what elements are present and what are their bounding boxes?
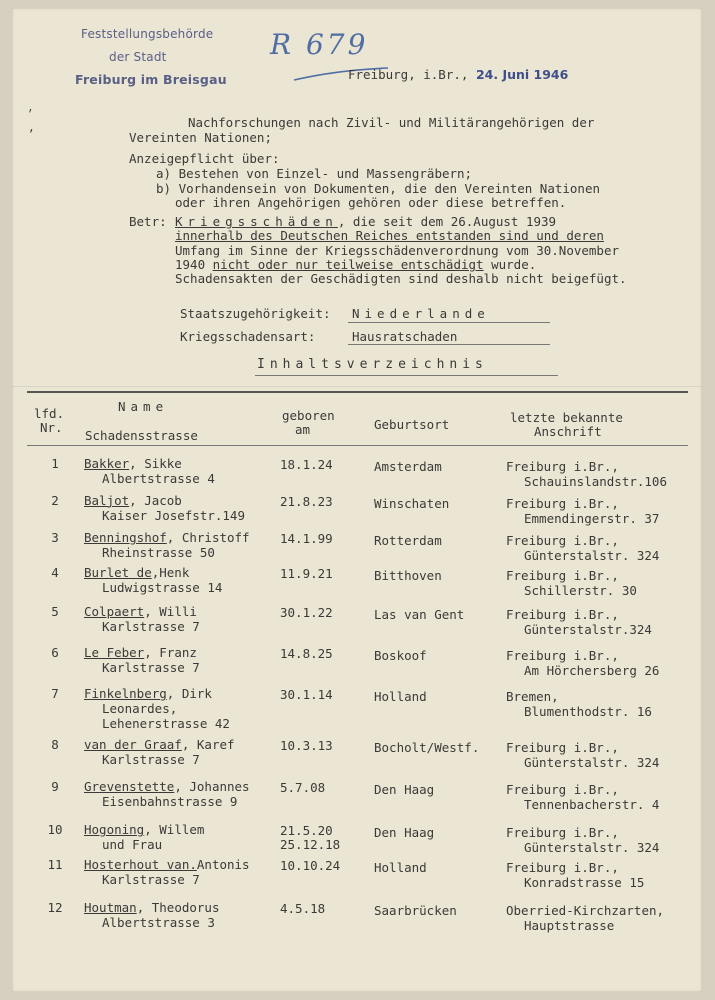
row-street: Karlstrasse 7 — [102, 752, 200, 767]
row-street: Leonardes, — [102, 701, 178, 716]
row-birthplace: Den Haag — [374, 782, 435, 797]
row-number: 3 — [51, 530, 59, 545]
table-header-rule — [27, 445, 688, 446]
row-birth-date: 14.1.99 — [280, 531, 333, 546]
damage-type-value: Hausratschaden — [352, 329, 458, 344]
nationality-underline — [348, 322, 550, 323]
row-address-2: Blumenthodstr. 16 — [524, 704, 652, 719]
margin-mark: ׳ — [27, 108, 34, 121]
margin-mark-2: ׳ — [28, 128, 35, 141]
header-name-1: Name — [118, 399, 169, 414]
row-birth-date: 21.8.23 — [280, 494, 333, 509]
row-address-1: Freiburg i.Br., — [506, 648, 619, 663]
header-address-2: Anschrift — [534, 424, 602, 439]
betr-keyword: Kriegsschäden — [175, 214, 338, 229]
place: Freiburg, i.Br., — [348, 67, 469, 82]
row-surname: Hosterhout van. — [84, 857, 197, 872]
row-address-2: Konradstrasse 15 — [524, 875, 645, 890]
row-address-2: Tennenbacherstr. 4 — [524, 797, 660, 812]
row-address-1: Freiburg i.Br., — [506, 860, 619, 875]
row-birthplace: Den Haag — [374, 825, 435, 840]
row-street: Karlstrasse 7 — [102, 872, 200, 887]
header-address-1: letzte bekannte — [510, 410, 623, 425]
row-birthplace: Las van Gent — [374, 607, 465, 622]
header-name-2: Schadensstrasse — [85, 428, 198, 443]
header-place: Geburtsort — [374, 417, 450, 432]
row-address-1: Oberried-Kirchzarten, — [506, 903, 665, 918]
row-address-1: Freiburg i.Br., — [506, 782, 619, 797]
row-name — [84, 645, 197, 660]
row-birth-date: 10.3.13 — [280, 738, 333, 753]
letterhead-line-1: Feststellungsbehörde — [81, 27, 214, 41]
row-birthplace: Rotterdam — [374, 533, 442, 548]
row-birthplace: Holland — [374, 689, 427, 704]
betr-line-4-end: wurde. — [491, 257, 537, 272]
row-name — [84, 456, 182, 471]
row-address-2: Günterstalstr. 324 — [524, 755, 660, 770]
row-address-1: Freiburg i.Br., — [506, 568, 619, 583]
header-nr-1: lfd. — [34, 406, 65, 421]
row-given-name: , Karef — [181, 737, 235, 752]
betr-line-3: Umfang im Sinne der Kriegsschädenverordnung vom 30.November — [175, 243, 620, 258]
row-number: 8 — [51, 737, 59, 752]
row-address-2: Günterstalstr.324 — [524, 622, 652, 637]
row-name — [84, 857, 250, 872]
row-birth-date: 10.10.24 — [280, 858, 341, 873]
betr-emphasis: nicht oder nur teilweise entschädigt — [212, 257, 484, 272]
intro-item-b1: b) Vorhandensein von Dokumenten, die den Vereinten Nationen — [156, 181, 601, 196]
row-given-name: ,Henk — [151, 565, 190, 580]
row-name — [84, 737, 235, 752]
row-number: 11 — [47, 857, 63, 872]
row-number: 7 — [51, 686, 59, 701]
row-given-name: , Dirk — [166, 686, 212, 701]
row-surname: Houtman — [84, 900, 137, 915]
header-born-1: geboren — [282, 408, 335, 423]
row-street: Karlstrasse 7 — [102, 619, 200, 634]
damage-type-label: Kriegsschadensart: — [180, 329, 316, 344]
row-address-1: Freiburg i.Br., — [506, 825, 619, 840]
row-address-1: Bremen, — [506, 689, 559, 704]
row-address-1: Freiburg i.Br., — [506, 459, 619, 474]
row-name — [84, 900, 219, 915]
betr-year: 1940 — [175, 257, 206, 272]
row-street: Kaiser Josefstr.149 — [102, 508, 245, 523]
row-birth-date: 30.1.22 — [280, 605, 333, 620]
row-street: Albertstrasse 4 — [102, 471, 215, 486]
table-top-rule — [27, 391, 688, 393]
row-given-name: , Sikke — [129, 456, 182, 471]
row-birth-date: 11.9.21 — [280, 566, 333, 581]
intro-item-a: a) Bestehen von Einzel- und Massengräbern; — [156, 166, 473, 181]
row-number: 4 — [51, 565, 59, 580]
row-surname: Grevenstette — [84, 779, 175, 794]
row-number: 9 — [51, 779, 59, 794]
row-number: 2 — [51, 493, 59, 508]
row-birthplace: Bocholt/Westf. — [374, 740, 480, 755]
row-address-2: Günterstalstr. 324 — [524, 548, 660, 563]
betr-line-4 — [175, 257, 536, 272]
row-birthplace: Bitthoven — [374, 568, 442, 583]
file-mark: R 679 — [270, 28, 369, 61]
place-date — [348, 67, 568, 82]
row-number: 1 — [51, 456, 59, 471]
betr-line-2: innerhalb des Deutschen Reiches entstanden sind und deren — [175, 228, 604, 243]
nationality-label: Staatszugehörigkeit: — [180, 306, 331, 321]
row-number: 12 — [47, 900, 63, 915]
row-surname: Hogoning — [84, 822, 145, 837]
row-street: Eisenbahnstrasse 9 — [102, 794, 238, 809]
row-given-name: Antonis — [196, 857, 250, 872]
row-birthplace: Holland — [374, 860, 427, 875]
row-address-2: Am Hörchersberg 26 — [524, 663, 660, 678]
row-birth-date: 14.8.25 — [280, 646, 333, 661]
nationality-value: Niederlande — [352, 306, 490, 321]
betr-line-1-text: , die seit dem 26.August 1939 — [337, 214, 557, 229]
intro-line-2: Vereinten Nationen; — [129, 130, 272, 145]
date-stamp: 24. Juni 1946 — [475, 67, 569, 82]
row-surname: Bakker — [84, 456, 130, 471]
row-surname: Colpaert — [84, 604, 145, 619]
row-number: 6 — [51, 645, 59, 660]
row-street: Karlstrasse 7 — [102, 660, 200, 675]
row-surname: Baljot — [84, 493, 130, 508]
row-address-2: Schillerstr. 30 — [524, 583, 637, 598]
row-name — [84, 493, 182, 508]
row-address-1: Freiburg i.Br., — [506, 496, 619, 511]
row-name — [84, 565, 189, 580]
row-birth-date: 18.1.24 — [280, 457, 333, 472]
damage-type-underline — [348, 344, 550, 345]
row-address-1: Freiburg i.Br., — [506, 740, 619, 755]
row-birth-date: 30.1.14 — [280, 687, 333, 702]
row-surname: Finkelnberg — [84, 686, 167, 701]
row-surname: Le Feber — [84, 645, 145, 660]
row-name — [84, 530, 250, 545]
row-birthplace: Amsterdam — [374, 459, 442, 474]
letterhead-line-2: der Stadt — [109, 50, 167, 64]
betr-line-5: Schadensakten der Geschädigten sind deshalb nicht beigefügt. — [175, 271, 627, 286]
row-given-name: , Theodorus — [136, 900, 220, 915]
row-birth-date: 21.5.20 — [280, 823, 333, 838]
row-birth-date: 5.7.08 — [280, 780, 326, 795]
row-name — [84, 686, 212, 701]
row-address-2: Emmendingerstr. 37 — [524, 511, 660, 526]
row-birth-date: 4.5.18 — [280, 901, 326, 916]
row-given-name: , Christoff — [166, 530, 250, 545]
row-surname: Burlet de — [84, 565, 152, 580]
document-page — [12, 8, 702, 992]
row-address-1: Freiburg i.Br., — [506, 533, 619, 548]
row-name — [84, 779, 250, 794]
row-birthplace: Winschaten — [374, 496, 450, 511]
row-name — [84, 822, 204, 837]
row-street: und Frau — [102, 837, 163, 852]
row-given-name: , Johannes — [174, 779, 250, 794]
letterhead-line-3: Freiburg im Breisgau — [75, 72, 227, 87]
intro-item-b2: oder ihren Angehörigen gehören oder diese betreffen. — [175, 195, 567, 210]
header-born-2: am — [295, 422, 311, 437]
row-address-2: Schauinslandstr.106 — [524, 474, 667, 489]
row-surname: Benningshof — [84, 530, 167, 545]
row-given-name: , Franz — [144, 645, 197, 660]
row-given-name: , Willi — [144, 604, 197, 619]
row-street: Ludwigstrasse 14 — [102, 580, 223, 595]
row-number: 10 — [47, 822, 63, 837]
row-number: 5 — [51, 604, 59, 619]
betr-label: Betr: — [129, 214, 167, 229]
row-surname: van der Graaf — [84, 737, 182, 752]
row-birthplace: Boskoof — [374, 648, 427, 663]
row-birthplace: Saarbrücken — [374, 903, 457, 918]
row-given-name: , Willem — [144, 822, 205, 837]
row-address-1: Freiburg i.Br., — [506, 607, 619, 622]
index-title: Inhaltsverzeichnis — [257, 357, 488, 372]
paper-fold — [12, 386, 702, 387]
row-given-name: , Jacob — [129, 493, 182, 508]
row-address-2: Hauptstrasse — [524, 918, 615, 933]
row-street: Albertstrasse 3 — [102, 915, 215, 930]
row-street-2: Lehenerstrasse 42 — [102, 716, 230, 731]
intro-line-1: Nachforschungen nach Zivil- und Militärangehörigen der — [188, 115, 595, 130]
intro-line-3: Anzeigepflicht über: — [129, 151, 280, 166]
row-street: Rheinstrasse 50 — [102, 545, 215, 560]
row-birth-date-2: 25.12.18 — [280, 837, 341, 852]
index-title-underline — [255, 375, 558, 376]
row-address-2: Günterstalstr. 324 — [524, 840, 660, 855]
betr-line-1 — [175, 214, 556, 229]
header-nr-2: Nr. — [40, 420, 63, 435]
row-name — [84, 604, 197, 619]
